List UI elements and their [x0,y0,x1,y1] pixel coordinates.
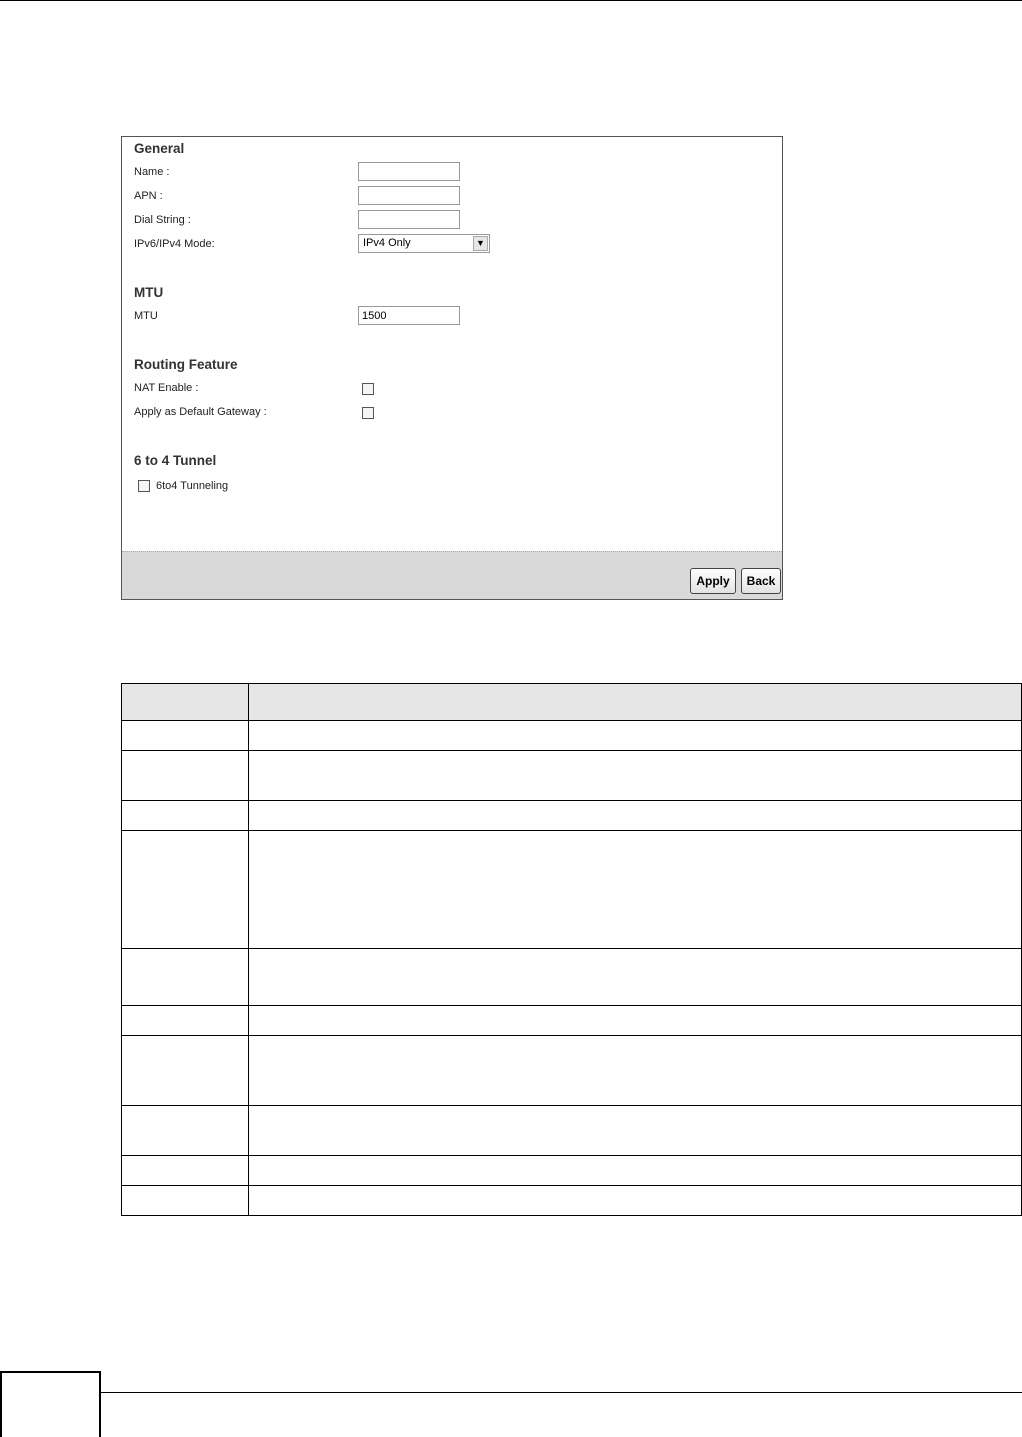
table-cell-label [122,949,249,1006]
table-cell-description [249,1186,1022,1216]
table-cell-label [122,1186,249,1216]
table-row [122,801,1022,831]
table-cell-description [249,721,1022,751]
ip-mode-label: IPv6/IPv4 Mode: [134,238,215,250]
table-row [122,1006,1022,1036]
table-header-row [122,684,1022,721]
mtu-input[interactable] [358,306,460,325]
table-row [122,1186,1022,1216]
back-button[interactable]: Back [741,568,781,594]
footer-rule [101,1392,1022,1393]
table-row [122,831,1022,949]
table-cell-label [122,1156,249,1186]
section-title-tunnel: 6 to 4 Tunnel [134,453,217,468]
table-cell-description [249,751,1022,801]
table-cell-description [249,831,1022,949]
field-description-table [121,683,1022,1216]
table-row [122,1036,1022,1106]
top-rule [0,0,1022,1]
nat-enable-checkbox[interactable] [362,383,374,395]
dial-string-label: Dial String : [134,214,191,226]
mtu-label: MTU [134,310,158,322]
tunnel-label: 6to4 Tunneling [156,480,229,492]
default-gateway-checkbox[interactable] [362,407,374,419]
table-cell-description [249,1156,1022,1186]
table-cell-label [122,801,249,831]
wan-settings-panel [121,136,783,600]
apply-button[interactable]: Apply [690,568,736,594]
table-header-label [122,684,249,721]
table-cell-label [122,1106,249,1156]
table-row [122,751,1022,801]
table-cell-label [122,721,249,751]
table-cell-label [122,1036,249,1106]
table-row [122,721,1022,751]
default-gateway-label: Apply as Default Gateway : [134,406,267,418]
table-cell-label [122,831,249,949]
table-cell-description [249,1106,1022,1156]
apn-label: APN : [134,190,163,202]
section-title-routing: Routing Feature [134,357,238,372]
table-cell-description [249,1036,1022,1106]
apn-input[interactable] [358,186,460,205]
tunnel-checkbox[interactable] [138,480,150,492]
name-input[interactable] [358,162,460,181]
ip-mode-select[interactable] [358,234,490,253]
table-cell-description [249,1006,1022,1036]
table-cell-label [122,1006,249,1036]
table-cell-description [249,801,1022,831]
dial-string-input[interactable] [358,210,460,229]
table-cell-description [249,949,1022,1006]
table-row [122,949,1022,1006]
ip-mode-value: IPv4 Only [363,237,411,249]
chevron-down-icon[interactable]: ▼ [473,236,488,251]
nat-enable-label: NAT Enable : [134,382,199,394]
name-label: Name : [134,166,170,178]
section-title-general: General [134,141,185,156]
table-cell-label [122,751,249,801]
panel-footer [122,551,782,599]
page-number-box [0,1371,101,1437]
table-header-description [249,684,1022,721]
table-row [122,1106,1022,1156]
table-row [122,1156,1022,1186]
section-title-mtu: MTU [134,285,164,300]
